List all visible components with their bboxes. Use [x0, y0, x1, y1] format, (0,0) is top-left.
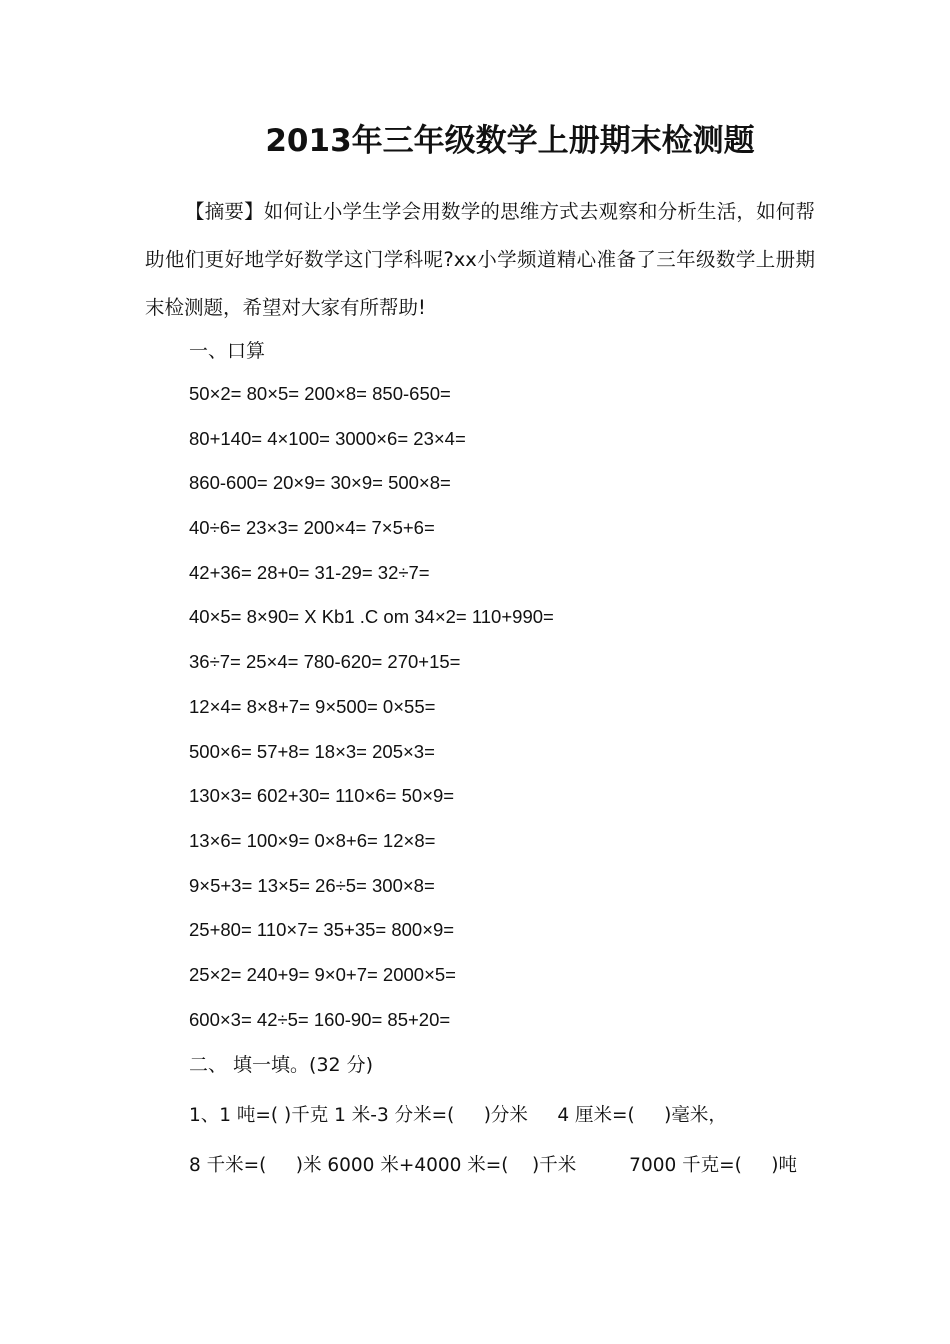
calc-row: 500×6= 57+8= 18×3= 205×3= — [189, 740, 435, 762]
calc-row: 50×2= 80×5= 200×8= 850-650= — [189, 383, 451, 404]
calc-row: 36÷7= 25×4= 780-620= 270+15= — [189, 651, 461, 673]
abstract-paragraph: 【摘要】如何让小学生学会用数学的思维方式去观察和分析生活，如何帮助他们更好地学好数学这门学科呢?xx小学频道精心准备了三年级数学上册期末检测题，希望对大家有所帮助! — [145, 200, 815, 319]
document-title: 2013年三年级数学上册期末检测题 — [265, 123, 755, 159]
fill-in-question-line: 1、1 吨=( )千克 1 米-3 分米=( )分米 4 厘米=( )毫米， — [189, 1105, 727, 1126]
calc-row: 860-600= 20×9= 30×9= 500×8= — [189, 472, 451, 494]
section-heading-fill-in: 二、 填一填。(32 分) — [189, 1054, 374, 1076]
section-heading-oral-calc: 一、口算 — [189, 340, 266, 362]
calc-row: 40÷6= 23×3= 200×4= 7×5+6= — [189, 517, 435, 539]
calc-row: 13×6= 100×9= 0×8+6= 12×8= — [189, 829, 436, 851]
calc-row: 130×3= 602+30= 110×6= 50×9= — [189, 785, 455, 807]
oral-calc-list — [189, 379, 554, 1049]
calc-row: 12×4= 8×8+7= 9×500= 0×55= — [189, 695, 436, 717]
calc-row: 40×5= 8×90= X Kb1 .C om 34×2= 110+990= — [189, 606, 554, 628]
calc-row: 80+140= 4×100= 3000×6= 23×4= — [189, 427, 466, 449]
calc-row: 25+80= 110×7= 35+35= 800×9= — [189, 919, 455, 941]
calc-row: 25×2= 240+9= 9×0+7= 2000×5= — [189, 963, 456, 985]
calc-row: 42+36= 28+0= 31-29= 32÷7= — [189, 561, 430, 583]
fill-in-question-line: 8 千米=( )米 6000 米+4000 米=( )千米 7000 千克=( )吨 — [189, 1155, 797, 1176]
calc-row: 600×3= 42÷5= 160-90= 85+20= — [189, 1008, 451, 1030]
calc-row: 9×5+3= 13×5= 26÷5= 300×8= — [189, 874, 435, 896]
